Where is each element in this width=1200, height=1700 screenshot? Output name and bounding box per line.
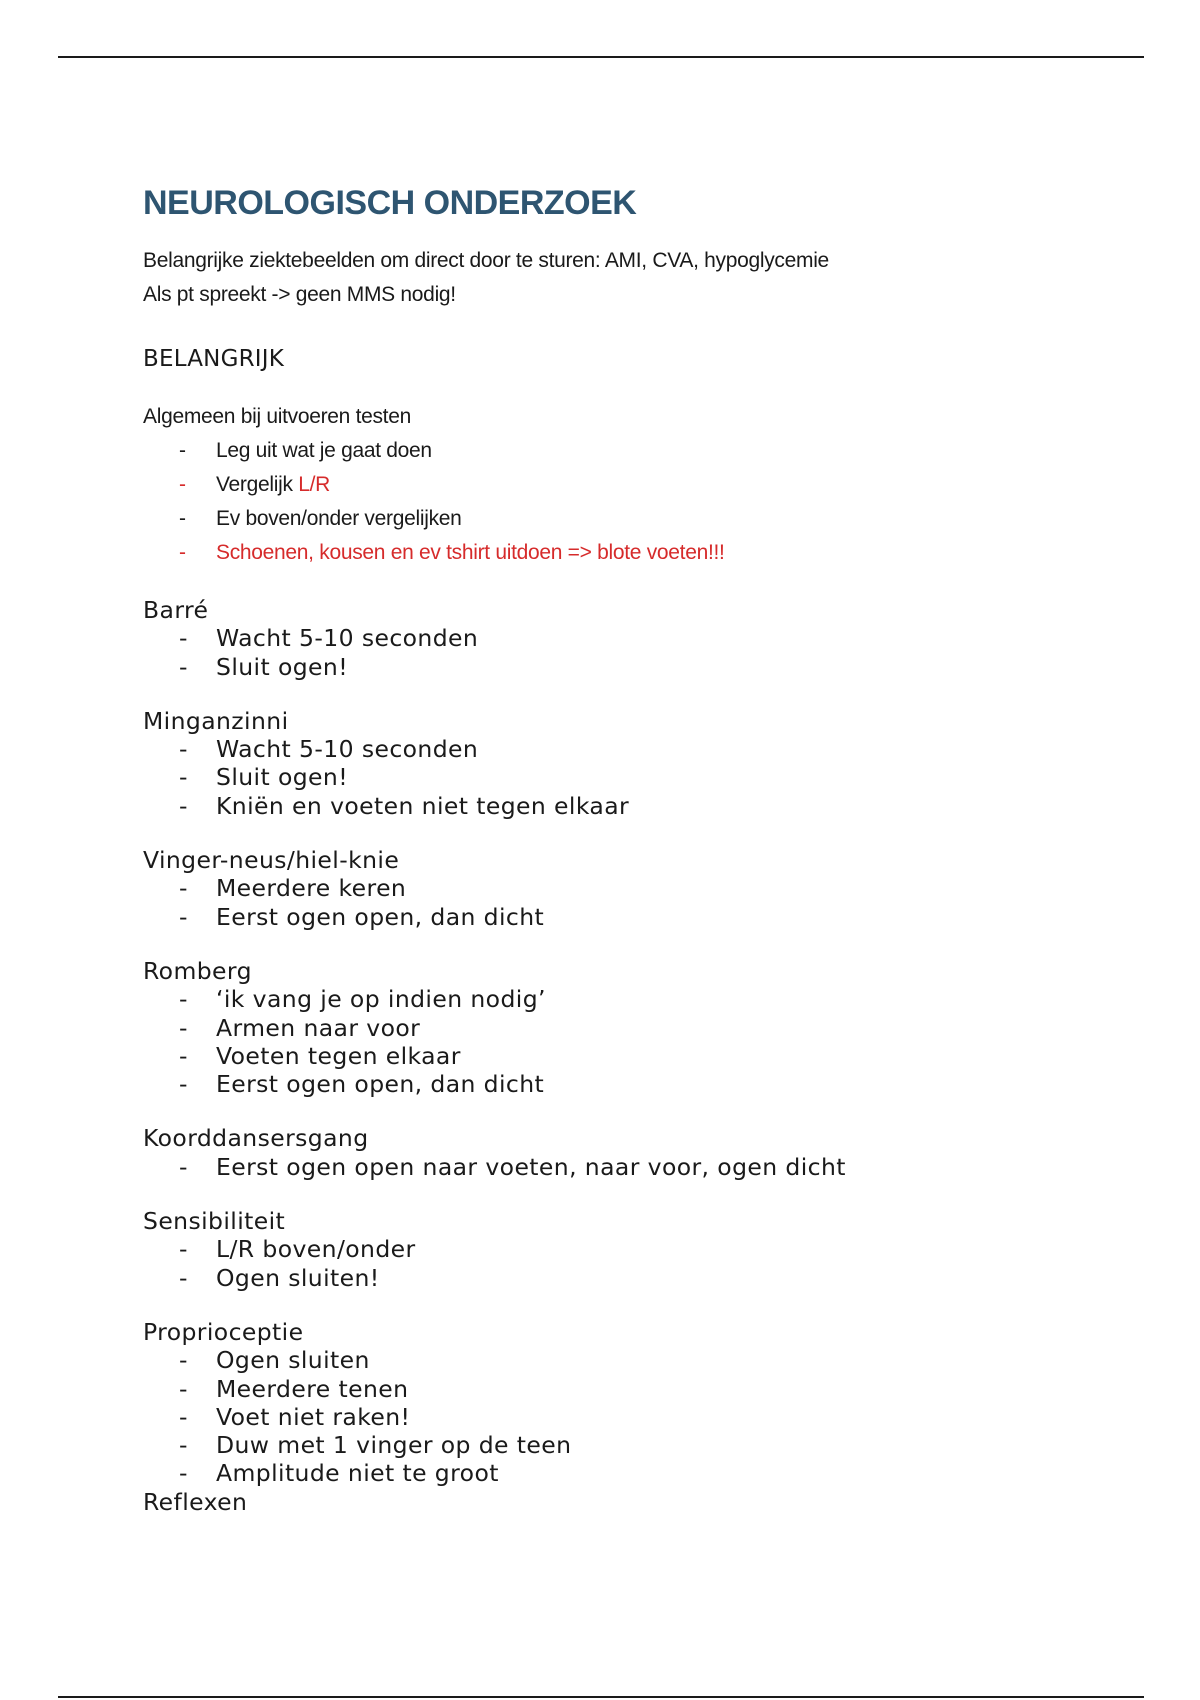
header-rule: [58, 56, 1144, 58]
dash-bullet: -: [179, 507, 186, 530]
list-item-text: Leg uit wat je gaat doen: [216, 439, 432, 462]
list-item-text: Wacht 5-10 seconden: [216, 735, 479, 764]
section-list: [143, 1346, 1103, 1487]
algemeen-list: [143, 434, 1103, 570]
section-label: Koorddansersgang: [143, 1124, 369, 1153]
dash-bullet: -: [179, 1374, 188, 1403]
list-item-text: Eerst ogen open naar voeten, naar voor, ogen dicht: [216, 1152, 846, 1181]
list-item-text: Duw met 1 vinger op de teen: [216, 1431, 572, 1460]
list-item-text: L/R boven/onder: [216, 1235, 416, 1264]
list-item: [143, 536, 1103, 570]
list-item-text: Vergelijk: [216, 473, 299, 496]
dash-bullet: -: [179, 763, 188, 792]
section-list: [143, 624, 1103, 681]
section-list: [143, 735, 1103, 820]
list-item: [143, 1264, 1103, 1292]
list-item: [143, 1070, 1103, 1098]
dash-bullet: -: [179, 1235, 188, 1264]
dash-bullet: -: [179, 1013, 188, 1042]
list-item-text: Meerdere keren: [216, 874, 407, 903]
dash-bullet: -: [179, 1346, 188, 1375]
list-item: [143, 1375, 1103, 1403]
list-item: [143, 653, 1103, 681]
dash-bullet: -: [179, 652, 188, 681]
section-label: Proprioceptie: [143, 1317, 304, 1346]
dash-bullet: -: [179, 1459, 188, 1488]
section-label: Romberg: [143, 956, 252, 985]
list-item: [143, 1403, 1103, 1431]
page-title: NEUROLOGISCH ONDERZOEK: [143, 184, 637, 222]
dash-bullet: -: [179, 1263, 188, 1292]
dash-bullet: -: [179, 1070, 188, 1099]
section-list: [143, 874, 1103, 931]
dash-bullet: -: [179, 1152, 188, 1181]
algemeen-label: Algemeen bij uitvoeren testen: [143, 405, 411, 428]
reflexen-heading: Reflexen: [143, 1487, 248, 1516]
list-item: [143, 1431, 1103, 1459]
list-item-text: Voet niet raken!: [216, 1402, 411, 1431]
intro-line: Als pt spreekt -> geen MMS nodig!: [143, 283, 456, 306]
list-item-text: Sluit ogen!: [216, 763, 349, 792]
intro-line: Belangrijke ziektebeelden om direct door te sturen: AMI, CVA, hypoglycemie: [143, 249, 829, 272]
list-item: [143, 434, 1103, 468]
list-item-text: Eerst ogen open, dan dicht: [216, 902, 545, 931]
list-item: [143, 1042, 1103, 1070]
section: [143, 1124, 1103, 1181]
dash-bullet: -: [179, 541, 186, 564]
list-item: [143, 1014, 1103, 1042]
dash-bullet: -: [179, 874, 188, 903]
intro-block: [143, 244, 1103, 312]
section: [143, 707, 1103, 820]
list-item: [143, 1153, 1103, 1181]
list-item-text: Amplitude niet te groot: [216, 1459, 499, 1488]
list-item-text: ‘ik vang je op indien nodig’: [216, 985, 546, 1014]
section-list: [143, 1235, 1103, 1292]
dash-bullet: -: [179, 1402, 188, 1431]
footer-rule: [58, 1696, 1144, 1698]
dash-bullet: -: [179, 735, 188, 764]
list-item-text: Ogen sluiten: [216, 1346, 370, 1375]
list-item-text: Wacht 5-10 seconden: [216, 624, 479, 653]
belangrijk-heading: BELANGRIJK: [143, 346, 285, 372]
section: [143, 1318, 1103, 1488]
list-item: [143, 735, 1103, 763]
list-item-text: Eerst ogen open, dan dicht: [216, 1070, 545, 1099]
dash-bullet: -: [179, 473, 186, 496]
list-item: [143, 874, 1103, 902]
section-label: Sensibiliteit: [143, 1207, 286, 1236]
list-item: [143, 624, 1103, 652]
list-item-text: Armen naar voor: [216, 1013, 421, 1042]
list-item-text: Ogen sluiten!: [216, 1263, 380, 1292]
section-list: [143, 1153, 1103, 1181]
list-item: [143, 985, 1103, 1013]
section-label: Minganzinni: [143, 706, 289, 735]
list-item: [143, 903, 1103, 931]
dash-bullet: -: [179, 1041, 188, 1070]
list-item-text: Voeten tegen elkaar: [216, 1041, 461, 1070]
document-content: [143, 180, 1103, 1516]
section: [143, 957, 1103, 1098]
section-label: Barré: [143, 596, 209, 624]
dash-bullet: -: [179, 1431, 188, 1460]
list-item: [143, 1346, 1103, 1374]
list-item: [143, 502, 1103, 536]
list-item: [143, 792, 1103, 820]
list-item: [143, 1235, 1103, 1263]
section-list: [143, 985, 1103, 1098]
dash-bullet: -: [179, 985, 188, 1014]
list-item-text: Sluit ogen!: [216, 652, 349, 681]
list-item-text: Schoenen, kousen en ev tshirt uitdoen => blote voeten!!!: [216, 541, 725, 564]
dash-bullet: -: [179, 624, 188, 653]
highlight-lr: L/R: [298, 473, 330, 496]
section: [143, 596, 1103, 681]
section-label: Vinger-neus/hiel-knie: [143, 846, 400, 875]
dash-bullet: -: [179, 902, 188, 931]
list-item: [143, 468, 1103, 502]
list-item-text: Meerdere tenen: [216, 1374, 409, 1403]
list-item-text: Kniën en voeten niet tegen elkaar: [216, 791, 630, 820]
list-item-text: Ev boven/onder vergelijken: [216, 507, 462, 530]
dash-bullet: -: [179, 439, 186, 462]
list-item: [143, 1459, 1103, 1487]
dash-bullet: -: [179, 791, 188, 820]
section: [143, 846, 1103, 931]
sections-container: [143, 596, 1103, 1488]
list-item: [143, 763, 1103, 791]
algemeen-block: [143, 400, 1103, 570]
section: [143, 1207, 1103, 1292]
